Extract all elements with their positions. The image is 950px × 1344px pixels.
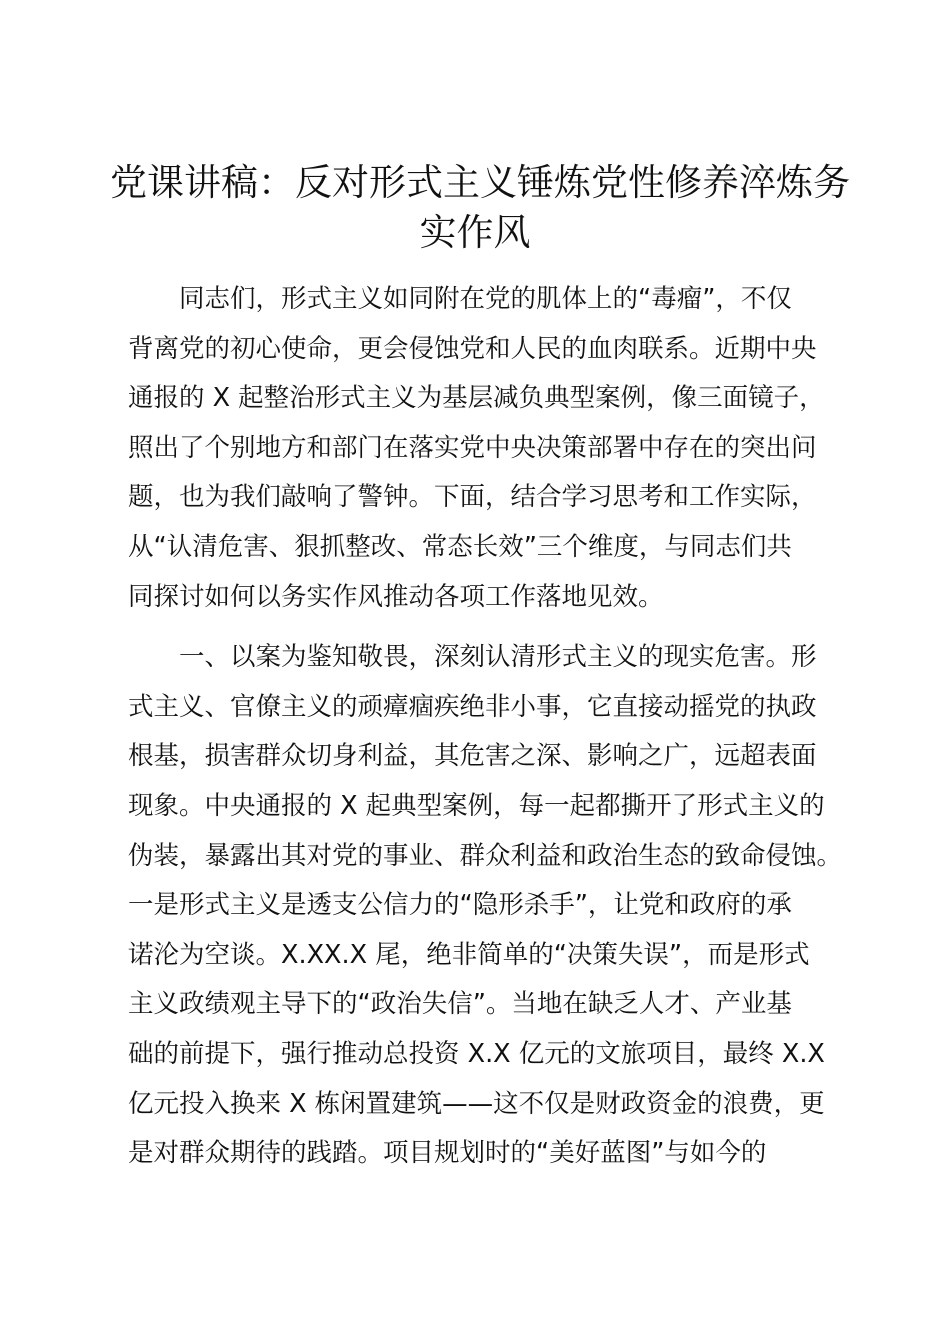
text-line: 亿元投入换来 X 栋闲置建筑——这不仅是财政资金的浪费，更	[128, 1088, 825, 1119]
text-line: 现象。中央通报的 X 起典型案例，每一起都撕开了形式主义的	[128, 790, 825, 821]
text-line: 一是形式主义是透支公信力的“隐形杀手”，让党和政府的承	[128, 890, 792, 921]
text-line: 背离党的初心使命，更会侵蚀党和人民的血肉联系。近期中央	[128, 333, 817, 364]
text-line: 式主义、官僚主义的顽瘴痼疾绝非小事，它直接动摇党的执政	[128, 691, 817, 722]
document-title	[110, 158, 850, 258]
text-line: 根基，损害群众切身利益，其危害之深、影响之广，远超表面	[128, 741, 817, 772]
paragraph-section-one	[128, 633, 843, 1179]
text-line: 照出了个别地方和部门在落实党中央决策部署中存在的突出问	[128, 432, 817, 463]
text-line: 诺沦为空谈。X.XX.X 尾，绝非简单的“决策失误”，而是形式	[128, 939, 810, 970]
text-line: 一、以案为鉴知敬畏，深刻认清形式主义的现实危害。形	[179, 642, 817, 673]
text-line: 同探讨如何以务实作风推动各项工作落地见效。	[128, 581, 664, 612]
text-line: 础的前提下，强行推动总投资 X.X 亿元的文旅项目，最终 X.X	[128, 1038, 825, 1069]
text-line: 是对群众期待的践踏。项目规划时的“美好蓝图”与如今的	[128, 1138, 767, 1169]
text-line: 同志们，形式主义如同附在党的肌体上的“毒瘤”，不仅	[179, 284, 792, 314]
text-line: 题，也为我们敲响了警钟。下面，结合学习思考和工作实际，	[128, 482, 817, 513]
text-line: 从“认清危害、狠抓整改、常态长效”三个维度，与同志们共	[128, 531, 792, 562]
document-body	[128, 275, 843, 1179]
title-line: 实作风	[419, 211, 531, 254]
title-line: 党课讲稿：反对形式主义锤炼党性修养淬炼务	[110, 161, 850, 204]
text-line: 通报的 X 起整治形式主义为基层减负典型案例，像三面镜子，	[128, 383, 825, 414]
text-line: 主义政绩观主导下的“政治失信”。当地在缺乏人才、产业基	[128, 989, 792, 1020]
text-line: 伪装，暴露出其对党的事业、群众利益和政治生态的致命侵蚀。	[128, 840, 843, 871]
paragraph-intro	[128, 275, 838, 622]
